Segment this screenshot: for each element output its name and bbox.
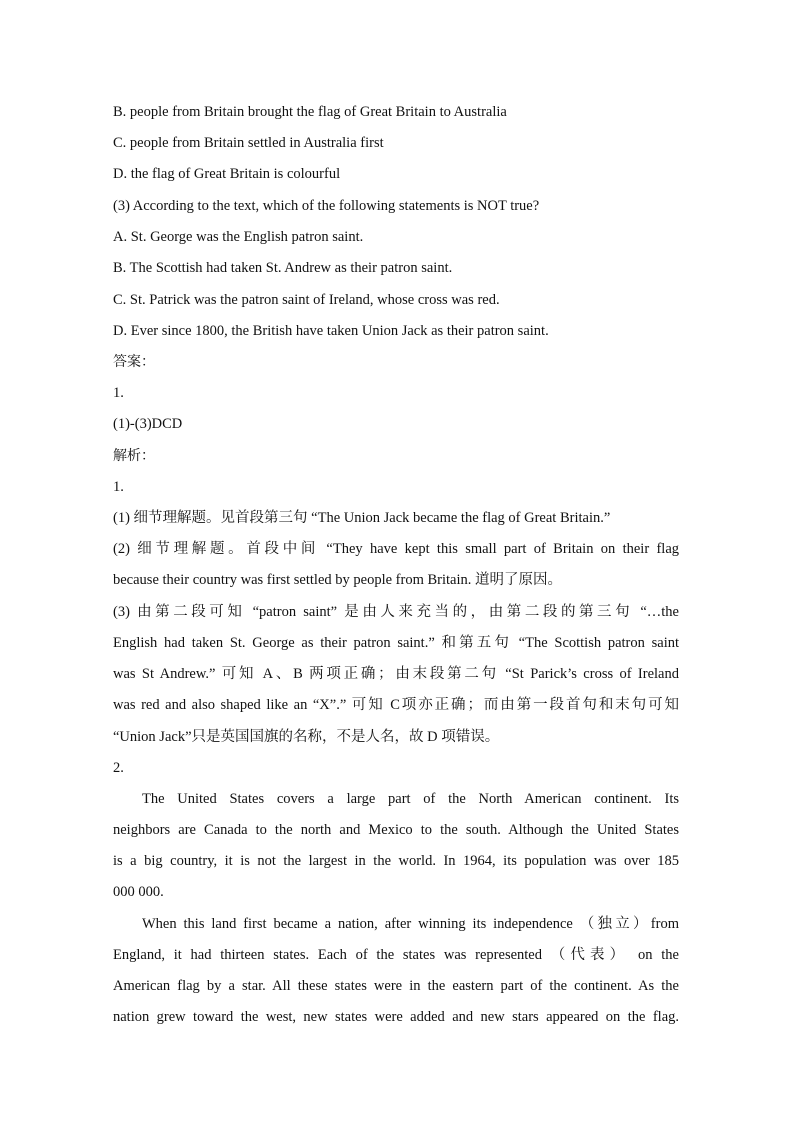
analysis-line: because their country was first settled by people from Britain. 道明了原因。 (113, 572, 562, 588)
question-3: (3) According to the text, which of the following statements is NOT true? (113, 198, 540, 214)
option-d-q2: D. the flag of Great Britain is colourful (113, 166, 341, 182)
analysis-line: was St Andrew.” 可知 A、B 两项正确；由末段第二句 “St Parick’s cross of Ireland (113, 666, 679, 682)
paragraph-line: nation grew toward the west, new states were added and new stars appeared on the flag. (113, 1009, 679, 1025)
analysis-line: “Union Jack”只是英国国旗的名称，不是人名，故 D 项错误。 (113, 729, 500, 745)
option-c-q3: C. St. Patrick was the patron saint of Ireland, whose cross was red. (113, 292, 500, 308)
analysis-line: English had taken St. George as their patron saint.” 和第五句 “The Scottish patron saint (113, 635, 679, 651)
paragraph-line: is a big country, it is not the largest in the world. In 1964, its population was over 185 (113, 853, 679, 869)
analysis-number: 1. (113, 479, 124, 495)
option-d-q3: D. Ever since 1800, the British have taken Union Jack as their patron saint. (113, 323, 549, 339)
paragraph-line: When this land first became a nation, after winning its independence （独立）from (142, 916, 679, 932)
answer-text: (1)-(3)DCD (113, 416, 183, 432)
paragraph-line: American flag by a star. All these states were in the eastern part of the continent. As the (113, 978, 679, 994)
option-a-q3: A. St. George was the English patron saint. (113, 229, 364, 245)
analysis-line: (2) 细节理解题。首段中间 “They have kept this small part of Britain on their flag (113, 541, 679, 557)
passage-number: 2. (113, 760, 124, 776)
option-b-q2: B. people from Britain brought the flag of Great Britain to Australia (113, 104, 507, 120)
analysis-line: was red and also shaped like an “X”.” 可知 C项亦正确；而由第一段首句和末句可知 (113, 697, 679, 713)
analysis-line: (3) 由第二段可知 “patron saint” 是由人来充当的，由第二段的第三句 “…the (113, 604, 679, 620)
analysis-line: (1) 细节理解题。见首段第三句 “The Union Jack became the flag of Great Britain.” (113, 510, 611, 526)
paragraph-line: England, it had thirteen states. Each of the states was represented （代表） on the (113, 947, 679, 963)
paragraph-line: The United States covers a large part of the North American continent. Its (142, 791, 679, 807)
paragraph-line: neighbors are Canada to the north and Mexico to the south. Although the United States (113, 822, 679, 838)
analysis-heading: 解析： (113, 448, 155, 464)
answer-heading: 答案： (113, 354, 155, 370)
option-c-q2: C. people from Britain settled in Australia first (113, 135, 384, 151)
option-b-q3: B. The Scottish had taken St. Andrew as their patron saint. (113, 260, 453, 276)
paragraph-line: 000 000. (113, 884, 164, 900)
answer-number: 1. (113, 385, 124, 401)
